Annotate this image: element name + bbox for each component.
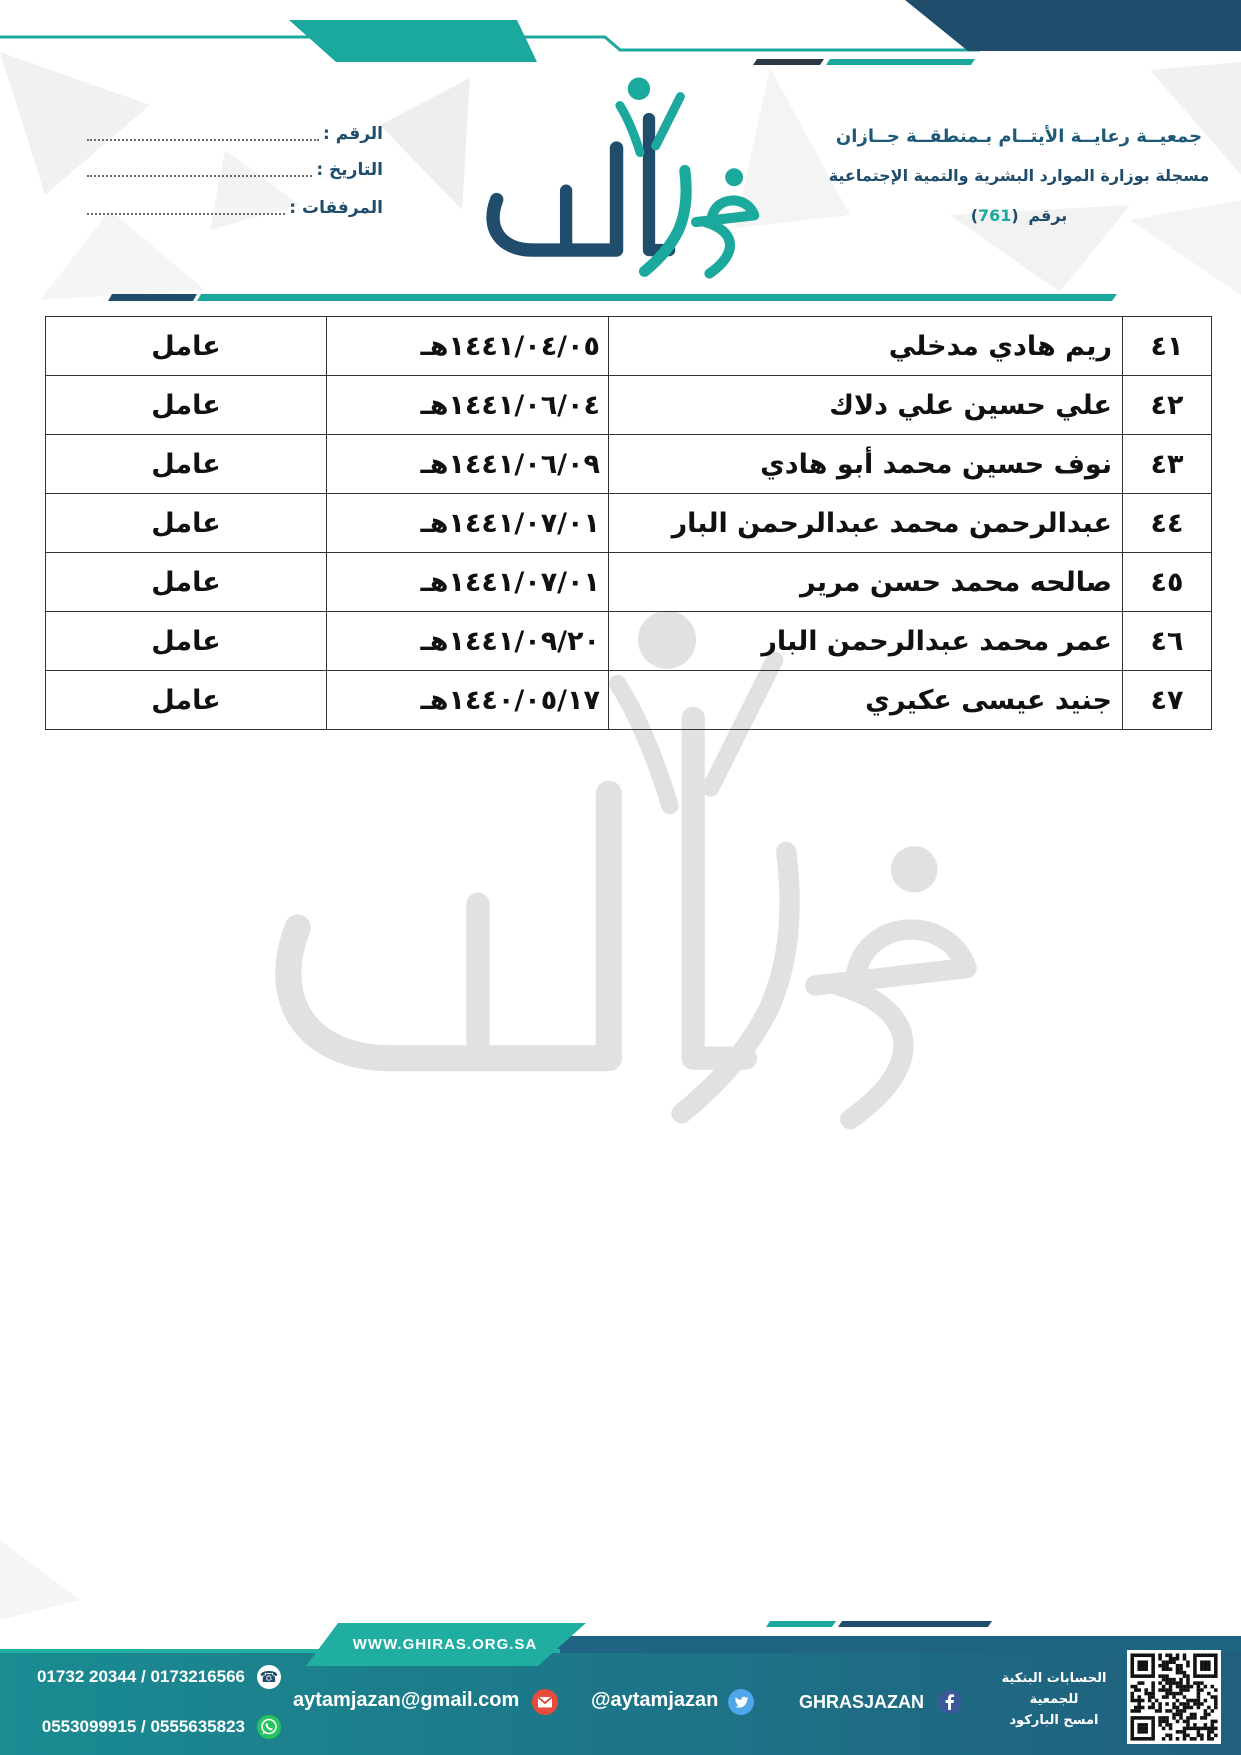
row-date: ١٤٤١/٠٤/٠٥هـ xyxy=(327,317,609,376)
row-name: صالحه محمد حسن مرير xyxy=(609,553,1123,612)
row-status: عامل xyxy=(46,612,327,671)
row-number: ٤١ xyxy=(1123,317,1212,376)
phone-icon: ☎ xyxy=(257,1665,281,1689)
bank-note-line: للجمعية xyxy=(1029,1692,1079,1707)
row-date: ١٤٤١/٠٧/٠١هـ xyxy=(327,494,609,553)
row-status: عامل xyxy=(46,376,327,435)
paren-close: ) xyxy=(970,206,979,225)
website-url: WWW.GHIRAS.ORG.SA xyxy=(352,1636,538,1653)
row-status: عامل xyxy=(46,494,327,553)
row-number: ٤٧ xyxy=(1123,671,1212,730)
facebook-handle: GHRASJAZAN xyxy=(799,1692,925,1712)
row-number: ٤٥ xyxy=(1123,553,1212,612)
row-date: ١٤٤١/٠٧/٠١هـ xyxy=(327,553,609,612)
row-date: ١٤٤١/٠٦/٠٤هـ xyxy=(327,376,609,435)
field-number-label: الرقم : xyxy=(323,124,383,144)
row-date: ١٤٤٠/٠٥/١٧هـ xyxy=(327,671,609,730)
twitter-icon xyxy=(728,1689,754,1715)
facebook-icon xyxy=(938,1690,962,1714)
row-number: ٤٦ xyxy=(1123,612,1212,671)
qr-code xyxy=(1127,1650,1221,1744)
row-date: ١٤٤١/٠٦/٠٩هـ xyxy=(327,435,609,494)
row-name: عمر محمد عبدالرحمن البار xyxy=(609,612,1123,671)
registration-label: برقم xyxy=(1028,206,1068,225)
row-date: ١٤٤١/٠٩/٢٠هـ xyxy=(327,612,609,671)
bank-accounts-note xyxy=(990,1668,1118,1731)
twitter-handle: @aytamjazan xyxy=(591,1689,719,1711)
row-name: ريم هادي مدخلي xyxy=(609,317,1123,376)
gmail-icon xyxy=(532,1689,558,1715)
row-status: عامل xyxy=(46,671,327,730)
phone-numbers: 01732 20344 / 0173216566 xyxy=(37,1667,245,1686)
row-number: ٤٣ xyxy=(1123,435,1212,494)
organization-registration: مسجلة بوزارة الموارد البشرية والتمية الإجتماعية xyxy=(828,166,1210,185)
row-number: ٤٤ xyxy=(1123,494,1212,553)
registration-number-value: 761 xyxy=(978,206,1012,225)
row-name: عبدالرحمن محمد عبدالرحمن البار xyxy=(609,494,1123,553)
row-status: عامل xyxy=(46,553,327,612)
row-status: عامل xyxy=(46,435,327,494)
row-name: نوف حسين محمد أبو هادي xyxy=(609,435,1123,494)
field-date-label: التاريخ : xyxy=(316,160,383,180)
email-address: aytamjazan@gmail.com xyxy=(293,1689,520,1711)
field-attachments-label: المرفقات : xyxy=(289,198,383,218)
organization-name: جمعيــة رعايــة الأيتــام بـمنطقــة جــازان xyxy=(835,126,1203,147)
row-name: جنيد عيسى عكيري xyxy=(609,671,1123,730)
paren-open: ( xyxy=(1011,206,1019,225)
bank-note-line: الحسابات البنكية xyxy=(1001,1671,1107,1686)
whatsapp-icon xyxy=(257,1715,281,1739)
row-name: علي حسين علي دلاك xyxy=(609,376,1123,435)
mobile-numbers: 0553099915 / 0555635823 xyxy=(41,1717,245,1736)
bank-note-line: امسح الباركود xyxy=(1009,1713,1099,1728)
row-status: عامل xyxy=(46,317,327,376)
row-number: ٤٢ xyxy=(1123,376,1212,435)
